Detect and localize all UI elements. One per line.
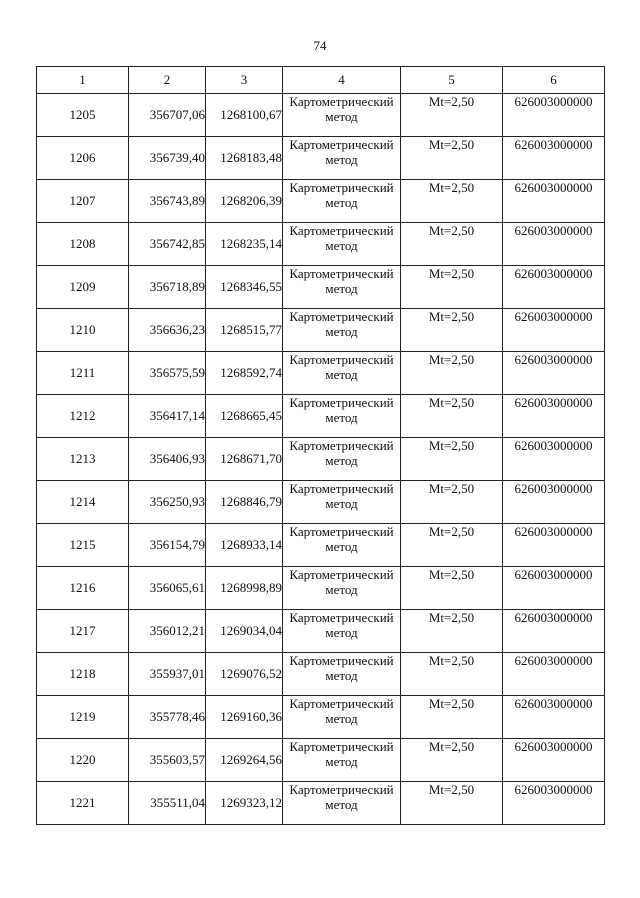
- code-cell: 626003000000: [503, 180, 605, 223]
- x-coordinate-cell: 356575,59: [129, 352, 206, 395]
- y-coordinate-cell: 1268933,14: [206, 524, 283, 567]
- method-text-line: Картометрический: [289, 309, 394, 324]
- x-coordinate-cell: 356012,21: [129, 610, 206, 653]
- table-row: [37, 266, 605, 309]
- point-number-cell: 1220: [37, 739, 129, 782]
- x-coordinate-cell: 355937,01: [129, 653, 206, 696]
- code-cell: 626003000000: [503, 266, 605, 309]
- code-cell: 626003000000: [503, 524, 605, 567]
- y-coordinate-cell: 1268998,89: [206, 567, 283, 610]
- code-cell: 626003000000: [503, 653, 605, 696]
- method-text-line: Картометрический: [289, 782, 394, 797]
- method-text-line: метод: [325, 797, 358, 812]
- y-coordinate-cell: 1268183,48: [206, 137, 283, 180]
- method-cell: [283, 739, 401, 782]
- method-cell: [283, 610, 401, 653]
- y-coordinate-cell: 1268592,74: [206, 352, 283, 395]
- accuracy-cell: Mt=2,50: [401, 739, 503, 782]
- method-cell: [283, 567, 401, 610]
- method-text-line: метод: [325, 152, 358, 167]
- point-number-cell: 1221: [37, 782, 129, 825]
- table-row: [37, 696, 605, 739]
- code-cell: 626003000000: [503, 223, 605, 266]
- method-cell: [283, 481, 401, 524]
- method-cell: [283, 94, 401, 137]
- method-text-line: метод: [325, 754, 358, 769]
- table-row: [37, 309, 605, 352]
- code-cell: 626003000000: [503, 610, 605, 653]
- accuracy-cell: Mt=2,50: [401, 266, 503, 309]
- column-header: 1: [37, 67, 129, 94]
- point-number-cell: 1207: [37, 180, 129, 223]
- accuracy-cell: Mt=2,50: [401, 352, 503, 395]
- y-coordinate-cell: 1269323,12: [206, 782, 283, 825]
- method-text-line: Картометрический: [289, 180, 394, 195]
- y-coordinate-cell: 1268515,77: [206, 309, 283, 352]
- table-row: [37, 352, 605, 395]
- point-number-cell: 1210: [37, 309, 129, 352]
- y-coordinate-cell: 1268235,14: [206, 223, 283, 266]
- method-text-line: Картометрический: [289, 266, 394, 281]
- method-text-line: метод: [325, 281, 358, 296]
- table-header: [37, 67, 605, 94]
- accuracy-cell: Mt=2,50: [401, 782, 503, 825]
- code-cell: 626003000000: [503, 137, 605, 180]
- x-coordinate-cell: 356739,40: [129, 137, 206, 180]
- method-text-line: метод: [325, 324, 358, 339]
- table-row: [37, 567, 605, 610]
- point-number-cell: 1206: [37, 137, 129, 180]
- accuracy-cell: Mt=2,50: [401, 567, 503, 610]
- x-coordinate-cell: 356743,89: [129, 180, 206, 223]
- accuracy-cell: Mt=2,50: [401, 94, 503, 137]
- method-cell: [283, 309, 401, 352]
- code-cell: 626003000000: [503, 739, 605, 782]
- method-cell: [283, 438, 401, 481]
- method-text-line: Картометрический: [289, 481, 394, 496]
- table-row: [37, 94, 605, 137]
- y-coordinate-cell: 1268346,55: [206, 266, 283, 309]
- method-text-line: метод: [325, 410, 358, 425]
- accuracy-cell: Mt=2,50: [401, 180, 503, 223]
- point-number-cell: 1212: [37, 395, 129, 438]
- method-text-line: метод: [325, 668, 358, 683]
- method-text-line: Картометрический: [289, 223, 394, 238]
- table-row: [37, 739, 605, 782]
- table-row: [37, 524, 605, 567]
- y-coordinate-cell: 1269076,52: [206, 653, 283, 696]
- method-text-line: Картометрический: [289, 524, 394, 539]
- method-cell: [283, 266, 401, 309]
- method-cell: [283, 696, 401, 739]
- method-text-line: Картометрический: [289, 739, 394, 754]
- method-cell: [283, 180, 401, 223]
- point-number-cell: 1205: [37, 94, 129, 137]
- code-cell: 626003000000: [503, 309, 605, 352]
- table-row: [37, 438, 605, 481]
- table-row: [37, 180, 605, 223]
- page-number: 74: [313, 38, 327, 53]
- method-text-line: метод: [325, 195, 358, 210]
- method-text-line: Картометрический: [289, 696, 394, 711]
- accuracy-cell: Mt=2,50: [401, 653, 503, 696]
- column-header: 3: [206, 67, 283, 94]
- method-text-line: метод: [325, 625, 358, 640]
- method-text-line: метод: [325, 496, 358, 511]
- method-text-line: метод: [325, 453, 358, 468]
- x-coordinate-cell: 356154,79: [129, 524, 206, 567]
- code-cell: 626003000000: [503, 438, 605, 481]
- point-number-cell: 1215: [37, 524, 129, 567]
- table-body: [37, 94, 605, 825]
- y-coordinate-cell: 1269160,36: [206, 696, 283, 739]
- method-text-line: Картометрический: [289, 137, 394, 152]
- method-cell: [283, 223, 401, 266]
- accuracy-cell: Mt=2,50: [401, 696, 503, 739]
- accuracy-cell: Mt=2,50: [401, 438, 503, 481]
- code-cell: 626003000000: [503, 481, 605, 524]
- method-cell: [283, 782, 401, 825]
- method-text-line: метод: [325, 109, 358, 124]
- accuracy-cell: Mt=2,50: [401, 481, 503, 524]
- point-number-cell: 1213: [37, 438, 129, 481]
- x-coordinate-cell: 356406,93: [129, 438, 206, 481]
- method-text-line: Картометрический: [289, 395, 394, 410]
- header-row: [37, 67, 605, 94]
- code-cell: 626003000000: [503, 782, 605, 825]
- code-cell: 626003000000: [503, 567, 605, 610]
- x-coordinate-cell: 355778,46: [129, 696, 206, 739]
- table-row: [37, 610, 605, 653]
- column-header: 5: [401, 67, 503, 94]
- accuracy-cell: Mt=2,50: [401, 395, 503, 438]
- table-row: [37, 653, 605, 696]
- accuracy-cell: Mt=2,50: [401, 223, 503, 266]
- y-coordinate-cell: 1268100,67: [206, 94, 283, 137]
- y-coordinate-cell: 1268665,45: [206, 395, 283, 438]
- code-cell: 626003000000: [503, 352, 605, 395]
- method-cell: [283, 524, 401, 567]
- y-coordinate-cell: 1269034,04: [206, 610, 283, 653]
- x-coordinate-cell: 355603,57: [129, 739, 206, 782]
- method-text-line: метод: [325, 582, 358, 597]
- y-coordinate-cell: 1269264,56: [206, 739, 283, 782]
- y-coordinate-cell: 1268671,70: [206, 438, 283, 481]
- point-number-cell: 1219: [37, 696, 129, 739]
- y-coordinate-cell: 1268846,79: [206, 481, 283, 524]
- point-number-cell: 1214: [37, 481, 129, 524]
- x-coordinate-cell: 356718,89: [129, 266, 206, 309]
- point-number-cell: 1216: [37, 567, 129, 610]
- column-header: 6: [503, 67, 605, 94]
- method-text-line: Картометрический: [289, 610, 394, 625]
- method-text-line: метод: [325, 238, 358, 253]
- x-coordinate-cell: 356250,93: [129, 481, 206, 524]
- method-text-line: Картометрический: [289, 567, 394, 582]
- code-cell: 626003000000: [503, 395, 605, 438]
- method-text-line: Картометрический: [289, 352, 394, 367]
- column-header: 2: [129, 67, 206, 94]
- method-text-line: Картометрический: [289, 438, 394, 453]
- coordinates-table: [36, 66, 605, 825]
- method-cell: [283, 137, 401, 180]
- method-cell: [283, 352, 401, 395]
- x-coordinate-cell: 355511,04: [129, 782, 206, 825]
- method-text-line: метод: [325, 539, 358, 554]
- accuracy-cell: Mt=2,50: [401, 309, 503, 352]
- code-cell: 626003000000: [503, 696, 605, 739]
- table-row: [37, 223, 605, 266]
- method-text-line: Картометрический: [289, 653, 394, 668]
- table-row: [37, 782, 605, 825]
- method-text-line: метод: [325, 367, 358, 382]
- x-coordinate-cell: 356065,61: [129, 567, 206, 610]
- point-number-cell: 1209: [37, 266, 129, 309]
- x-coordinate-cell: 356742,85: [129, 223, 206, 266]
- method-cell: [283, 395, 401, 438]
- y-coordinate-cell: 1268206,39: [206, 180, 283, 223]
- method-cell: [283, 653, 401, 696]
- code-cell: 626003000000: [503, 94, 605, 137]
- point-number-cell: 1208: [37, 223, 129, 266]
- accuracy-cell: Mt=2,50: [401, 524, 503, 567]
- method-text-line: Картометрический: [289, 94, 394, 109]
- column-header: 4: [283, 67, 401, 94]
- x-coordinate-cell: 356417,14: [129, 395, 206, 438]
- table-row: [37, 137, 605, 180]
- point-number-cell: 1217: [37, 610, 129, 653]
- table-row: [37, 481, 605, 524]
- method-text-line: метод: [325, 711, 358, 726]
- point-number-cell: 1211: [37, 352, 129, 395]
- accuracy-cell: Mt=2,50: [401, 137, 503, 180]
- point-number-cell: 1218: [37, 653, 129, 696]
- accuracy-cell: Mt=2,50: [401, 610, 503, 653]
- x-coordinate-cell: 356707,06: [129, 94, 206, 137]
- table-row: [37, 395, 605, 438]
- x-coordinate-cell: 356636,23: [129, 309, 206, 352]
